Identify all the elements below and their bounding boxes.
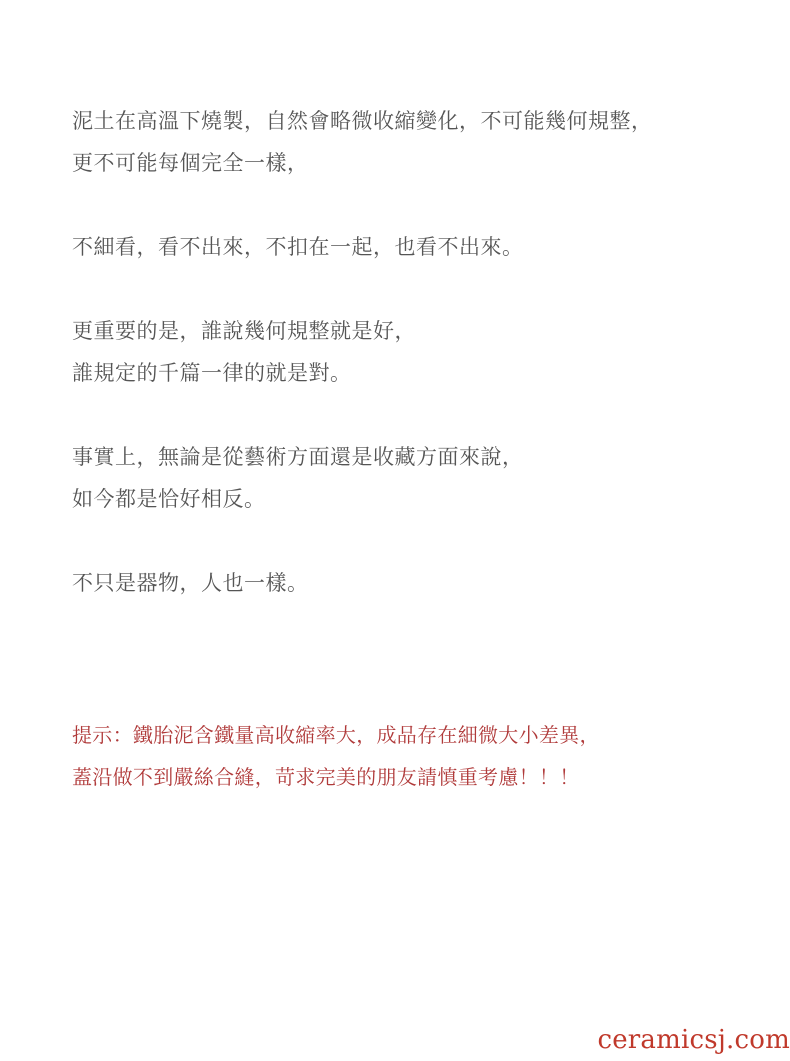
notice-line: 蓋沿做不到嚴絲合縫，苛求完美的朋友請慎重考慮！！！ [72,765,580,789]
paragraph-line: 事實上，無論是從藝術方面還是收藏方面來說， [72,445,524,469]
warning-notice [72,714,762,798]
paragraph-line: 更重要的是，誰說幾何規整就是好， [72,319,416,343]
paragraph-line: 不細看，看不出來，不扣在一起，也看不出來。 [72,235,524,259]
paragraph-line: 不只是器物，人也一樣。 [72,571,309,595]
site-watermark: ceramicsj.com [597,1025,790,1055]
notice-line: 提示：鐵胎泥含鐵量高收縮率大，成品存在細微大小差異， [72,723,600,747]
article-body [72,100,762,604]
paragraph-line: 泥土在高溫下燒製，自然會略微收縮變化，不可能幾何規整， [72,109,653,133]
paragraph-line: 如今都是恰好相反。 [72,487,266,511]
paragraph-firing-shrinkage [72,100,762,184]
paragraph-art-collection [72,436,762,520]
paragraph-line: 誰規定的千篇一律的就是對。 [72,361,352,385]
paragraph-uniformity [72,310,762,394]
paragraph-people-too [72,562,762,604]
paragraph-line: 更不可能每個完全一樣， [72,151,309,175]
paragraph-not-noticeable [72,226,762,268]
